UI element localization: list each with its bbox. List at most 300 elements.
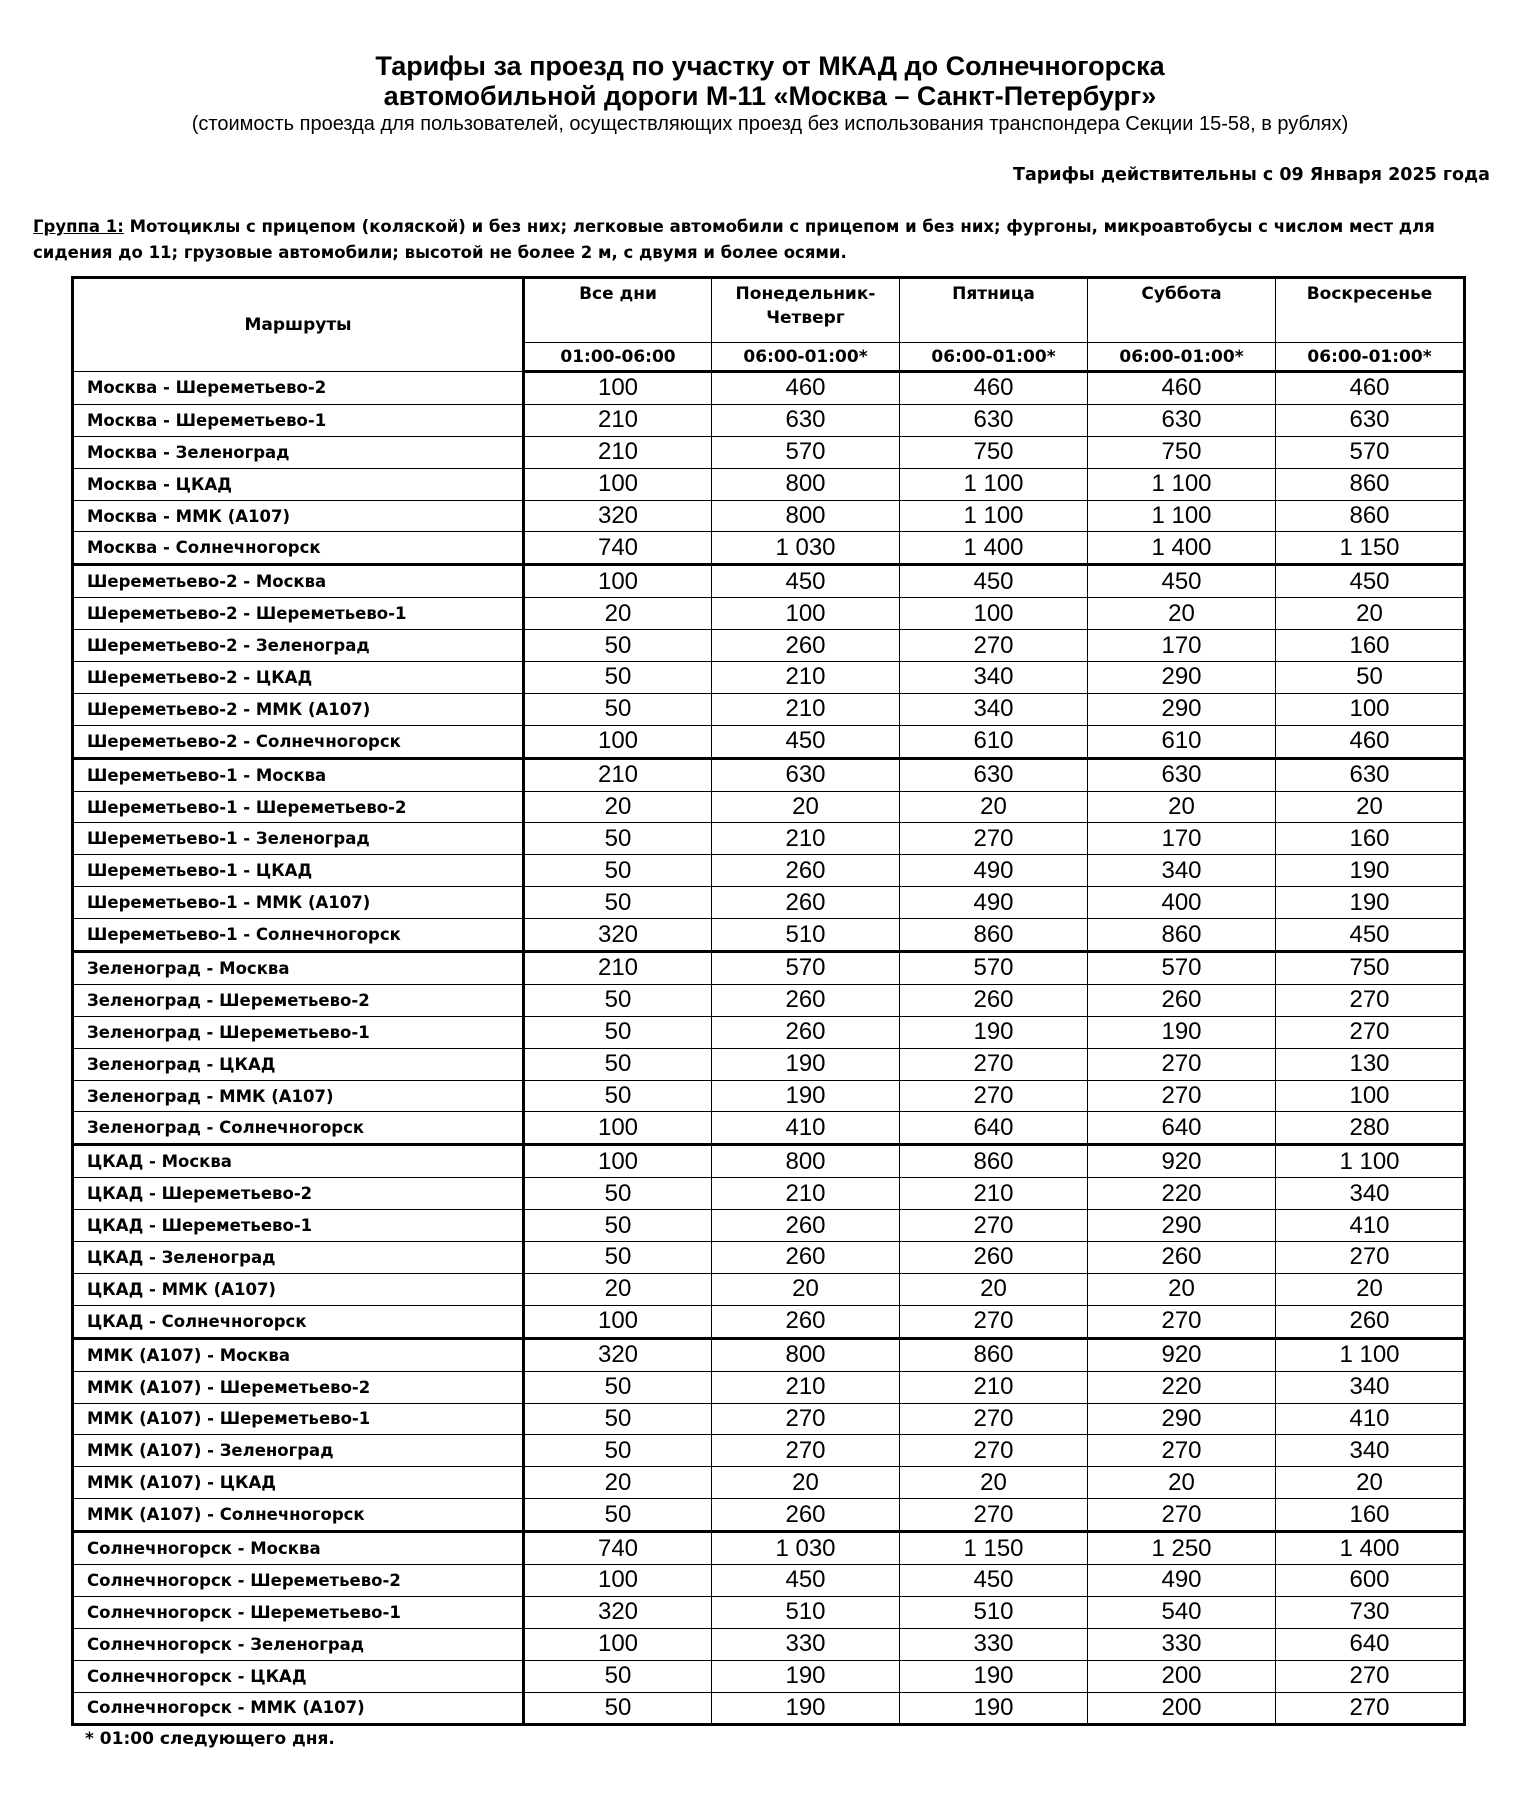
route-name: Шереметьево-2 - Москва — [73, 565, 524, 598]
column-time-range: 06:00-01:00* — [900, 343, 1088, 372]
route-name: Шереметьево-1 - ЦКАД — [73, 855, 524, 887]
tariff-value: 160 — [1276, 1499, 1465, 1532]
tariff-value: 50 — [524, 855, 712, 887]
tariff-value: 570 — [712, 436, 900, 468]
tariff-value: 100 — [1276, 693, 1465, 725]
tariff-value: 510 — [712, 919, 900, 952]
vehicle-group-label: Группа 1: — [33, 217, 124, 236]
tariff-value: 50 — [524, 823, 712, 855]
tariff-value: 340 — [1276, 1371, 1465, 1403]
tariff-value: 610 — [900, 725, 1088, 758]
table-row — [73, 1660, 1465, 1692]
route-name: Зеленоград - ММК (А107) — [73, 1080, 524, 1112]
tariff-value: 260 — [712, 855, 900, 887]
tariff-value: 610 — [1088, 725, 1276, 758]
tariff-value: 640 — [1088, 1112, 1276, 1145]
tariff-value: 510 — [712, 1596, 900, 1628]
tariff-value: 100 — [524, 1145, 712, 1178]
tariff-value: 270 — [1276, 1692, 1465, 1725]
tariff-value: 640 — [900, 1112, 1088, 1145]
route-name: Москва - Зеленоград — [73, 436, 524, 468]
column-time-range: 06:00-01:00* — [1088, 343, 1276, 372]
route-name: ММК (А107) - Москва — [73, 1338, 524, 1371]
tariff-value: 20 — [524, 1273, 712, 1305]
tariff-value: 260 — [712, 887, 900, 919]
route-name: Зеленоград - Солнечногорск — [73, 1112, 524, 1145]
tariff-value: 270 — [900, 1403, 1088, 1435]
tariff-value: 50 — [524, 630, 712, 662]
table-row — [73, 1242, 1465, 1274]
table-row — [73, 887, 1465, 919]
tariff-value: 630 — [712, 758, 900, 791]
tariff-value: 860 — [900, 919, 1088, 952]
route-name: Москва - Солнечногорск — [73, 532, 524, 565]
table-row — [73, 791, 1465, 823]
tariff-value: 450 — [1088, 565, 1276, 598]
route-name: Москва - ЦКАД — [73, 468, 524, 500]
tariff-value: 20 — [524, 1467, 712, 1499]
tariff-value: 510 — [900, 1596, 1088, 1628]
tariff-value: 190 — [712, 1048, 900, 1080]
tariff-value: 210 — [712, 693, 900, 725]
page-title: Тарифы за проезд по участку от МКАД до Солнечногорска — [375, 51, 1165, 81]
tariff-value: 170 — [1088, 630, 1276, 662]
tariff-value: 50 — [524, 1080, 712, 1112]
table-row — [73, 1628, 1465, 1660]
tariff-value: 450 — [712, 1564, 900, 1596]
route-name: Москва - Шереметьево-1 — [73, 404, 524, 436]
tariff-value: 50 — [524, 1242, 712, 1274]
tariff-value: 270 — [1088, 1499, 1276, 1532]
tariff-value: 270 — [900, 630, 1088, 662]
table-row — [73, 758, 1465, 791]
table-row — [73, 1467, 1465, 1499]
column-header: Понедельник- Четверг — [712, 278, 900, 343]
tariff-value: 50 — [524, 1499, 712, 1532]
route-name: Шереметьево-2 - ММК (А107) — [73, 693, 524, 725]
tariff-body — [73, 372, 1465, 1725]
tariff-value: 730 — [1276, 1596, 1465, 1628]
tariff-value: 20 — [712, 1273, 900, 1305]
tariff-value: 50 — [524, 662, 712, 694]
tariff-value: 200 — [1088, 1692, 1276, 1725]
tariff-value: 630 — [1088, 404, 1276, 436]
tariff-value: 20 — [1276, 1273, 1465, 1305]
table-row — [73, 919, 1465, 952]
column-header: Суббота — [1088, 278, 1276, 343]
tariff-value: 210 — [712, 1178, 900, 1210]
tariff-value: 1 400 — [900, 532, 1088, 565]
tariff-value: 270 — [1088, 1048, 1276, 1080]
tariff-value: 270 — [900, 823, 1088, 855]
tariff-value: 330 — [1088, 1628, 1276, 1660]
tariff-value: 210 — [524, 404, 712, 436]
tariff-value: 280 — [1276, 1112, 1465, 1145]
tariff-value: 800 — [712, 1338, 900, 1371]
tariff-value: 630 — [1276, 404, 1465, 436]
tariff-value: 860 — [1088, 919, 1276, 952]
tariff-value: 100 — [524, 1564, 712, 1596]
route-name: Солнечногорск - Зеленоград — [73, 1628, 524, 1660]
tariff-value: 130 — [1276, 1048, 1465, 1080]
tariff-value: 100 — [524, 725, 712, 758]
tariff-value: 50 — [524, 1048, 712, 1080]
tariff-value: 50 — [1276, 662, 1465, 694]
tariff-value: 490 — [900, 855, 1088, 887]
table-row — [73, 436, 1465, 468]
tariff-value: 100 — [1276, 1080, 1465, 1112]
table-row — [73, 855, 1465, 887]
tariff-value: 290 — [1088, 662, 1276, 694]
tariff-value: 800 — [712, 1145, 900, 1178]
tariff-value: 1 150 — [1276, 532, 1465, 565]
table-row — [73, 693, 1465, 725]
table-row — [73, 1273, 1465, 1305]
tariff-value: 1 030 — [712, 1532, 900, 1565]
route-name: Солнечногорск - ММК (А107) — [73, 1692, 524, 1725]
tariff-value: 570 — [900, 952, 1088, 985]
route-name: Солнечногорск - ЦКАД — [73, 1660, 524, 1692]
tariff-value: 190 — [712, 1080, 900, 1112]
tariff-value: 460 — [1276, 725, 1465, 758]
route-name: ЦКАД - Москва — [73, 1145, 524, 1178]
tariff-value: 220 — [1088, 1178, 1276, 1210]
tariff-value: 260 — [712, 630, 900, 662]
route-name: ММК (А107) - ЦКАД — [73, 1467, 524, 1499]
table-row — [73, 1048, 1465, 1080]
tariff-value: 570 — [1276, 436, 1465, 468]
tariff-value: 320 — [524, 500, 712, 532]
tariff-value: 260 — [1276, 1305, 1465, 1338]
tariff-value: 270 — [1088, 1080, 1276, 1112]
tariff-table — [71, 276, 1466, 1726]
route-name: ММК (А107) - Шереметьево-2 — [73, 1371, 524, 1403]
tariff-value: 20 — [900, 1467, 1088, 1499]
routes-header: Маршруты — [73, 278, 524, 372]
tariff-value: 50 — [524, 1660, 712, 1692]
tariff-value: 290 — [1088, 1403, 1276, 1435]
route-name: ЦКАД - Шереметьево-2 — [73, 1178, 524, 1210]
tariff-value: 630 — [1088, 758, 1276, 791]
route-name: Шереметьево-1 - Москва — [73, 758, 524, 791]
tariff-value: 600 — [1276, 1564, 1465, 1596]
tariff-value: 1 100 — [900, 500, 1088, 532]
table-row — [73, 532, 1465, 565]
tariff-value: 190 — [900, 1692, 1088, 1725]
table-row — [73, 1305, 1465, 1338]
tariff-value: 160 — [1276, 630, 1465, 662]
route-name: Шереметьево-2 - Зеленоград — [73, 630, 524, 662]
tariff-value: 570 — [1088, 952, 1276, 985]
tariff-value: 450 — [900, 1564, 1088, 1596]
route-name: Солнечногорск - Шереметьево-1 — [73, 1596, 524, 1628]
tariff-value: 290 — [1088, 693, 1276, 725]
tariff-value: 190 — [712, 1660, 900, 1692]
tariff-value: 270 — [1276, 1016, 1465, 1048]
tariff-value: 450 — [712, 725, 900, 758]
route-name: ЦКАД - Шереметьево-1 — [73, 1210, 524, 1242]
table-row — [73, 404, 1465, 436]
tariff-value: 210 — [712, 662, 900, 694]
column-time-range: 06:00-01:00* — [1276, 343, 1465, 372]
table-row — [73, 984, 1465, 1016]
tariff-value: 320 — [524, 1596, 712, 1628]
tariff-value: 20 — [524, 598, 712, 630]
route-name: Шереметьево-2 - Солнечногорск — [73, 725, 524, 758]
route-name: ММК (А107) - Солнечногорск — [73, 1499, 524, 1532]
column-time-range: 06:00-01:00* — [712, 343, 900, 372]
table-row — [73, 1112, 1465, 1145]
tariff-value: 740 — [524, 532, 712, 565]
tariff-value: 260 — [712, 1305, 900, 1338]
vehicle-group-text: Мотоциклы с прицепом (коляской) и без них; легковые автомобили с прицепом и без них; фургоны, микроавтобусы с числом мест для сидения до 11; грузовые автомобили; высотой не более 2 м, с двумя и более осями. — [33, 217, 1435, 262]
tariff-value: 160 — [1276, 823, 1465, 855]
tariff-value: 20 — [1088, 1467, 1276, 1499]
table-row — [73, 823, 1465, 855]
column-header: Все дни — [524, 278, 712, 343]
table-row — [73, 598, 1465, 630]
tariff-value: 450 — [712, 565, 900, 598]
tariff-value: 100 — [712, 598, 900, 630]
route-name: Москва - Шереметьево-2 — [73, 372, 524, 405]
table-row — [73, 1692, 1465, 1725]
tariff-value: 450 — [900, 565, 1088, 598]
route-name: Шереметьево-1 - Зеленоград — [73, 823, 524, 855]
route-name: Шереметьево-1 - Шереметьево-2 — [73, 791, 524, 823]
tariff-value: 1 100 — [1088, 500, 1276, 532]
route-name: Зеленоград - Шереметьево-1 — [73, 1016, 524, 1048]
tariff-value: 20 — [900, 1273, 1088, 1305]
vehicle-group-description — [33, 214, 1503, 266]
tariff-value: 460 — [900, 372, 1088, 405]
column-header: Пятница — [900, 278, 1088, 343]
validity-date: Тарифы действительны с 09 Января 2025 года — [1013, 165, 1490, 185]
tariff-value: 100 — [524, 372, 712, 405]
route-name: Шереметьево-1 - ММК (А107) — [73, 887, 524, 919]
tariff-value: 340 — [1088, 855, 1276, 887]
tariff-value: 210 — [712, 1371, 900, 1403]
tariff-value: 100 — [524, 1112, 712, 1145]
tariff-value: 270 — [712, 1403, 900, 1435]
tariff-value: 270 — [1088, 1435, 1276, 1467]
tariff-value: 190 — [900, 1016, 1088, 1048]
tariff-value: 1 250 — [1088, 1532, 1276, 1565]
tariff-value: 1 030 — [712, 532, 900, 565]
table-row — [73, 372, 1465, 405]
tariff-value: 410 — [1276, 1403, 1465, 1435]
tariff-value: 210 — [524, 436, 712, 468]
tariff-value: 340 — [1276, 1435, 1465, 1467]
tariff-value: 20 — [712, 1467, 900, 1499]
tariff-value: 210 — [524, 758, 712, 791]
tariff-value: 50 — [524, 887, 712, 919]
tariff-value: 450 — [1276, 565, 1465, 598]
tariff-value: 200 — [1088, 1660, 1276, 1692]
tariff-value: 20 — [1276, 598, 1465, 630]
table-row — [73, 1435, 1465, 1467]
table-row — [73, 1564, 1465, 1596]
tariff-value: 100 — [524, 1305, 712, 1338]
tariff-value: 50 — [524, 1692, 712, 1725]
tariff-value: 860 — [1276, 468, 1465, 500]
tariff-value: 330 — [900, 1628, 1088, 1660]
tariff-value: 270 — [1276, 1660, 1465, 1692]
tariff-value: 270 — [1276, 1242, 1465, 1274]
tariff-value: 20 — [1088, 791, 1276, 823]
tariff-value: 540 — [1088, 1596, 1276, 1628]
tariff-value: 630 — [900, 404, 1088, 436]
tariff-value: 920 — [1088, 1338, 1276, 1371]
tariff-value: 20 — [900, 791, 1088, 823]
tariff-value: 270 — [900, 1305, 1088, 1338]
tariff-value: 190 — [712, 1692, 900, 1725]
route-name: ЦКАД - Солнечногорск — [73, 1305, 524, 1338]
route-name: Москва - ММК (А107) — [73, 500, 524, 532]
tariff-value: 340 — [1276, 1178, 1465, 1210]
table-row — [73, 1596, 1465, 1628]
tariff-value: 270 — [900, 1435, 1088, 1467]
tariff-value: 170 — [1088, 823, 1276, 855]
tariff-value: 50 — [524, 693, 712, 725]
tariff-value: 800 — [712, 500, 900, 532]
tariff-value: 100 — [900, 598, 1088, 630]
tariff-value: 50 — [524, 1210, 712, 1242]
tariff-value: 20 — [524, 791, 712, 823]
tariff-value: 490 — [1088, 1564, 1276, 1596]
table-row — [73, 952, 1465, 985]
tariff-value: 270 — [712, 1435, 900, 1467]
tariff-value: 50 — [524, 1435, 712, 1467]
table-row — [73, 1178, 1465, 1210]
tariff-value: 270 — [900, 1080, 1088, 1112]
tariff-value: 20 — [1088, 598, 1276, 630]
tariff-value: 260 — [900, 1242, 1088, 1274]
route-name: Зеленоград - Шереметьево-2 — [73, 984, 524, 1016]
tariff-value: 260 — [1088, 984, 1276, 1016]
tariff-value: 450 — [1276, 919, 1465, 952]
tariff-value: 750 — [1088, 436, 1276, 468]
tariff-value: 20 — [1088, 1273, 1276, 1305]
table-row — [73, 500, 1465, 532]
route-name: ММК (А107) - Шереметьево-1 — [73, 1403, 524, 1435]
header-row — [73, 278, 1465, 343]
tariff-value: 190 — [1088, 1016, 1276, 1048]
tariff-value: 410 — [1276, 1210, 1465, 1242]
table-row — [73, 1403, 1465, 1435]
tariff-value: 270 — [900, 1048, 1088, 1080]
tariff-value: 570 — [712, 952, 900, 985]
column-time-range: 01:00-06:00 — [524, 343, 712, 372]
tariff-value: 630 — [1276, 758, 1465, 791]
tariff-value: 50 — [524, 1371, 712, 1403]
page-subtitle: (стоимость проезда для пользователей, осуществляющих проезд без использования транспондера Секции 15-58, в рублях) — [191, 113, 1349, 135]
tariff-value: 50 — [524, 984, 712, 1016]
table-row — [73, 1016, 1465, 1048]
tariff-value: 100 — [524, 565, 712, 598]
tariff-value: 860 — [1276, 500, 1465, 532]
tariff-value: 1 100 — [900, 468, 1088, 500]
tariff-value: 260 — [712, 984, 900, 1016]
tariff-value: 20 — [1276, 1467, 1465, 1499]
tariff-value: 50 — [524, 1178, 712, 1210]
tariff-value: 860 — [900, 1145, 1088, 1178]
tariff-value: 750 — [1276, 952, 1465, 985]
tariff-value: 1 150 — [900, 1532, 1088, 1565]
page-title-line2: автомобильной дороги М-11 «Москва – Санкт-Петербург» — [383, 81, 1157, 111]
tariff-value: 1 100 — [1276, 1145, 1465, 1178]
tariff-value: 800 — [712, 468, 900, 500]
tariff-value: 190 — [1276, 887, 1465, 919]
table-row — [73, 630, 1465, 662]
tariff-value: 50 — [524, 1403, 712, 1435]
table-row — [73, 1499, 1465, 1532]
tariff-value: 260 — [712, 1210, 900, 1242]
table-row — [73, 725, 1465, 758]
tariff-value: 260 — [712, 1242, 900, 1274]
tariff-value: 1 400 — [1276, 1532, 1465, 1565]
tariff-value: 340 — [900, 693, 1088, 725]
tariff-value: 210 — [524, 952, 712, 985]
tariff-value: 260 — [1088, 1242, 1276, 1274]
tariff-value: 320 — [524, 1338, 712, 1371]
tariff-value: 740 — [524, 1532, 712, 1565]
tariff-value: 1 100 — [1276, 1338, 1465, 1371]
route-name: Шереметьево-1 - Солнечногорск — [73, 919, 524, 952]
tariff-value: 20 — [1276, 791, 1465, 823]
tariff-value: 20 — [712, 791, 900, 823]
table-row — [73, 1210, 1465, 1242]
table-row — [73, 1080, 1465, 1112]
tariff-value: 750 — [900, 436, 1088, 468]
table-row — [73, 1371, 1465, 1403]
tariff-value: 320 — [524, 919, 712, 952]
table-row — [73, 662, 1465, 694]
table-row — [73, 1145, 1465, 1178]
tariff-value: 460 — [1276, 372, 1465, 405]
tariff-value: 270 — [1276, 984, 1465, 1016]
tariff-value: 630 — [712, 404, 900, 436]
table-row — [73, 468, 1465, 500]
route-name: Солнечногорск - Москва — [73, 1532, 524, 1565]
tariff-value: 210 — [900, 1371, 1088, 1403]
table-row — [73, 1338, 1465, 1371]
footnote: * 01:00 следующего дня. — [85, 1729, 335, 1749]
tariff-value: 460 — [1088, 372, 1276, 405]
tariff-value: 290 — [1088, 1210, 1276, 1242]
tariff-value: 190 — [900, 1660, 1088, 1692]
route-name: Солнечногорск - Шереметьево-2 — [73, 1564, 524, 1596]
tariff-value: 1 100 — [1088, 468, 1276, 500]
tariff-value: 860 — [900, 1338, 1088, 1371]
tariff-value: 270 — [900, 1210, 1088, 1242]
route-name: Зеленоград - Москва — [73, 952, 524, 985]
tariff-value: 920 — [1088, 1145, 1276, 1178]
tariff-value: 410 — [712, 1112, 900, 1145]
tariff-value: 630 — [900, 758, 1088, 791]
tariff-value: 260 — [900, 984, 1088, 1016]
table-row — [73, 565, 1465, 598]
tariff-value: 1 400 — [1088, 532, 1276, 565]
tariff-value: 50 — [524, 1016, 712, 1048]
tariff-value: 220 — [1088, 1371, 1276, 1403]
tariff-value: 260 — [712, 1016, 900, 1048]
route-name: ЦКАД - Зеленоград — [73, 1242, 524, 1274]
tariff-value: 330 — [712, 1628, 900, 1660]
tariff-value: 260 — [712, 1499, 900, 1532]
table-row — [73, 1532, 1465, 1565]
tariff-value: 460 — [712, 372, 900, 405]
tariff-value: 210 — [900, 1178, 1088, 1210]
